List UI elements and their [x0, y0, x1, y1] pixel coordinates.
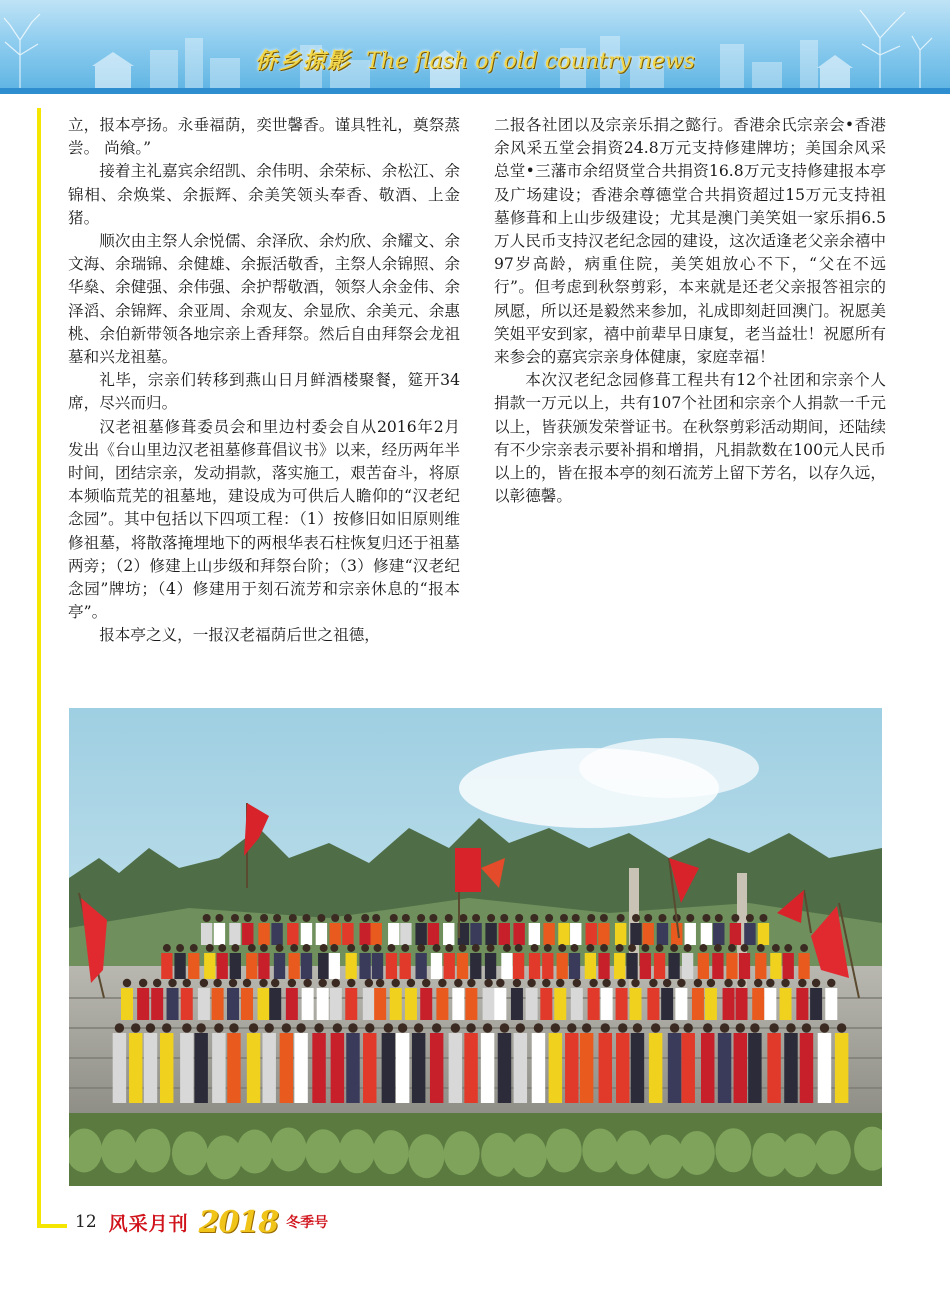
- page-number: 12: [75, 1212, 97, 1232]
- section-title-cn: 侨乡掠影: [255, 49, 352, 74]
- section-title-en: The flash of old country news: [366, 49, 695, 74]
- paragraph: 报本亭之义，一报汉老福荫后世之祖德，: [99, 626, 380, 645]
- paragraph: 本次汉老纪念园修葺工程共有12个社团和宗亲个人捐款一万元以上，共有107个社团和宗亲个人捐款一千元以上，皆获颁发荣誉证书。在秋祭剪彩活动期间，还陆续有不少宗亲表示要补捐和增捐，凡捐款数在100元人民币以上的，皆在报本亭的刻石流芳上留下芳名，以存久远，以彰德馨。: [494, 371, 886, 506]
- section-title: [0, 44, 950, 75]
- page-footer: [75, 1202, 328, 1242]
- page-frame-line-vertical: [37, 108, 41, 1228]
- paragraph: 顺次由主祭人余悦儒、余泽欣、余灼欣、余耀文、余文海、余瑞锦、余健雄、余振活敬香，主祭人余锦照、余华燊、余健强、余伟强、余护帮敬酒，领祭人余金伟、余泽滔、余锦辉、余亚周、余观友、余显欣、余美元、余惠桃、余伯新带领各地宗亲上香拜祭。然后自由拜祭会龙祖墓和兴龙祖墓。: [68, 232, 460, 367]
- paragraph: 接着主礼嘉宾余绍凯、余伟明、余荣标、余松江、余锦相、余焕棠、余振辉、余美笑领头奉香、敬酒、上金猪。: [68, 162, 460, 227]
- header-banner: [0, 0, 950, 92]
- paragraph: 礼毕，宗亲们转移到燕山日月鲜酒楼聚餐，筵开34席，尽兴而归。: [68, 371, 460, 413]
- magazine-season: 冬季号: [286, 1215, 329, 1231]
- paragraph: 汉老祖墓修葺委员会和里边村委会自从2016年2月发出《台山里边汉老祖墓修葺倡议书》以来，经历两年半时间，团结宗亲，发动捐款，落实施工，艰苦奋斗，将原本频临荒芜的祖墓地，建设成为可供后人瞻仰的“汉老纪念园”。其中包括以下四项工程：（1）按修旧如旧原则维修祖墓，将散落掩埋地下的两根华表石柱恢复归还于祖墓两旁；（2）修建上山步级和拜祭台阶；（3）修建“汉老纪念园”牌坊；（4）修建用于刻石流芳和宗亲休息的“报本亭”。: [68, 417, 460, 622]
- magazine-year: 2018: [198, 1204, 279, 1240]
- paragraph: 立，报本亭扬。永垂福荫，奕世馨香。谨具牲礼，奠祭蒸尝。 尚飨。”: [68, 116, 460, 158]
- group-photo: [69, 708, 882, 1186]
- article-column-left: [68, 114, 460, 648]
- banner-underline: [0, 88, 950, 94]
- paragraph: 二报各社团以及宗亲乐捐之懿行。香港余氏宗亲会•香港余风采五堂会捐资24.8万元支持修建牌坊；美国余风采总堂•三藩市余绍贤堂合共捐资16.8万元支持修建报本亭及广场建设；香港余尊德堂合共捐资超过15万元支持祖墓修葺和上山步级建设；尤其是澳门美笑姐一家乐捐6.5万人民币支持汉老纪念园的建设，这次适逢老父亲余禧中97岁高龄，病重住院，美笑姐放心不下，“父在不远行”。但考虑到秋祭剪彩，本来就是还老父亲报答祖宗的夙愿，所以还是毅然来参加，礼成即刻赶回澳门。祝愿美笑姐平安到家，禧中前辈早日康复，老当益壮！祝愿所有来参会的嘉宾宗亲身体健康，家庭幸福！: [494, 116, 886, 367]
- magazine-name: 风采月刊: [108, 1212, 189, 1235]
- page-frame-line-horizontal: [37, 1224, 67, 1228]
- article-column-right: [494, 114, 886, 508]
